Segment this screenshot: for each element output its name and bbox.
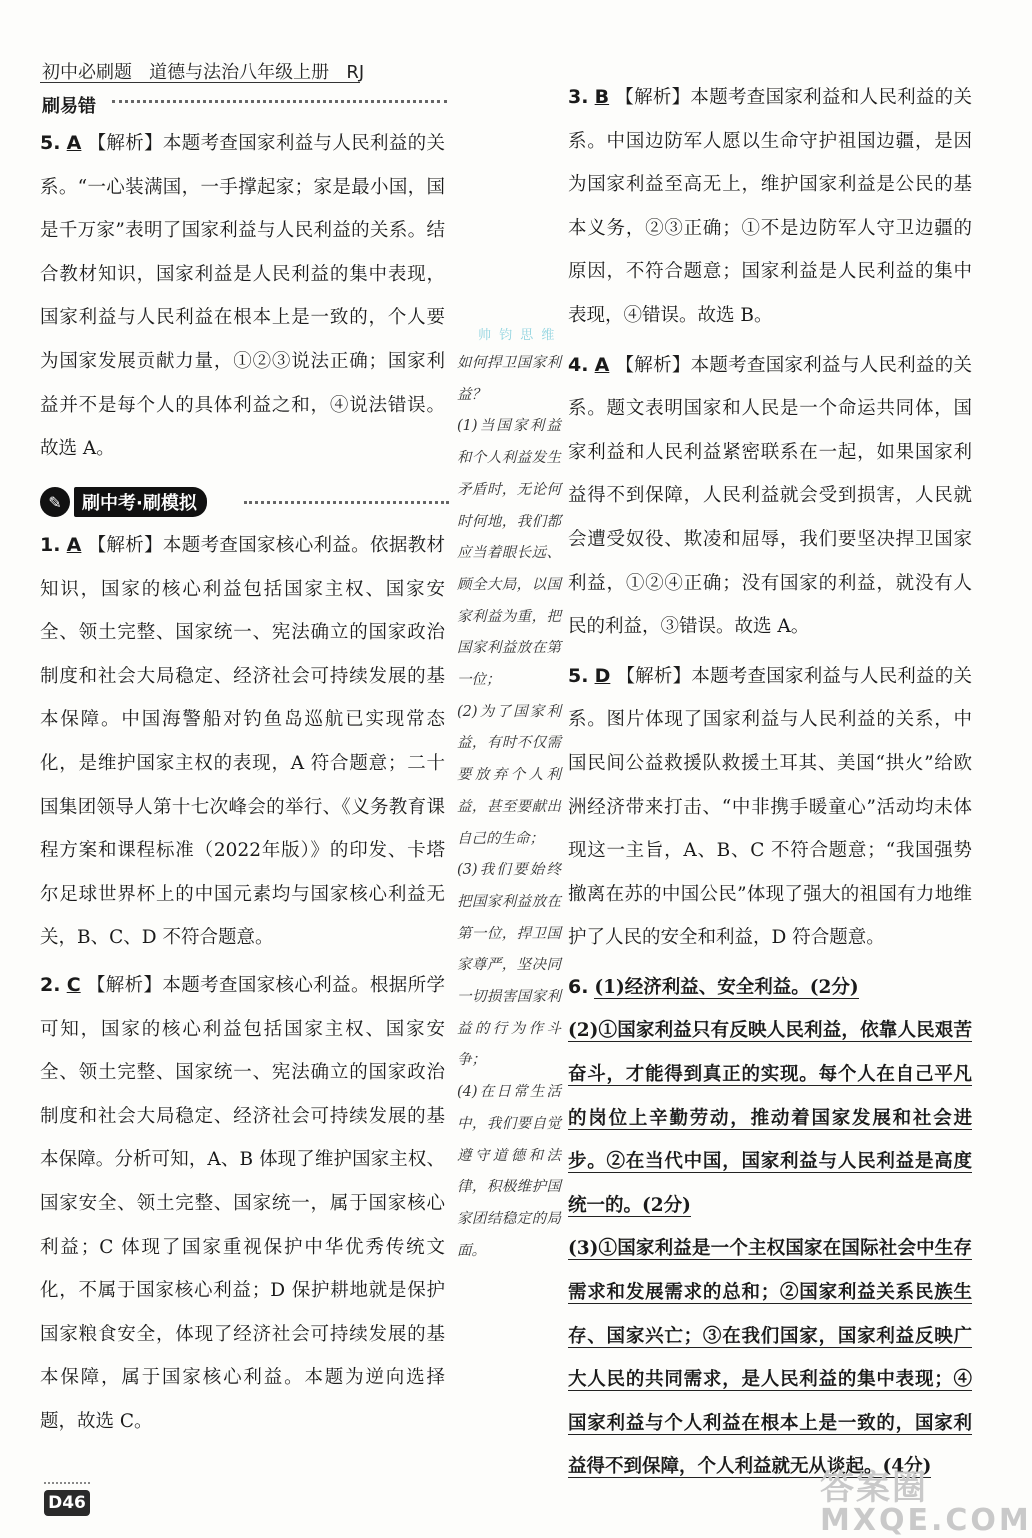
question-1 <box>40 524 445 960</box>
section-dots <box>112 100 447 103</box>
question-number: 1. <box>40 534 61 556</box>
side-note-title: 如何捍卫国家利益？ <box>457 355 561 403</box>
item-answer: A <box>66 132 82 154</box>
section-easy-errors-title: 刷易错 <box>42 96 96 117</box>
question-6-answer-2: (2)①国家利益只有反映人民利益，依靠人民艰苦奋斗，才能得到真正的实现。每个人在自己平凡的岗位上辛勤劳动，推动着国家发展和社会进步。②在当代中国，国家利益与人民利益是高度统一的。(2分) <box>568 1020 972 1216</box>
question-6-answer-1: (1)经济利益、安全利益。(2分) <box>594 976 859 998</box>
page-number-rule <box>44 1482 90 1484</box>
page-number: D46 <box>44 1490 90 1516</box>
question-answer: D <box>594 664 611 687</box>
header-book: 初中必刷题 <box>42 62 132 83</box>
question-5 <box>568 655 972 960</box>
question-number: 6. <box>568 975 589 998</box>
side-note-point-4: (4)在日常生活中，我们要自觉遵守道德和法律，积极维护国家团结稳定的局面。 <box>457 1084 561 1259</box>
question-answer: A <box>594 353 610 376</box>
watermark-url: MXQE.COM <box>820 1503 1032 1538</box>
side-note-point-2: (2)为了国家利益，有时不仅需要放弃个人利益，甚至要献出自己的生命； <box>457 703 561 847</box>
item-number: 5. <box>40 132 61 154</box>
side-note <box>457 348 561 1267</box>
pencil-icon: ✎ <box>40 487 70 517</box>
header-subject: 道德与法治八年级上册 <box>149 62 330 83</box>
left-column-top <box>40 122 445 471</box>
side-note-point-3: (3)我们要始终把国家利益放在第一位，捍卫国家尊严，坚决同一切损害国家利益的行为作斗争； <box>457 862 561 1069</box>
banner-dots <box>244 501 449 504</box>
header-edition: RJ <box>346 62 365 83</box>
item-text: 【解析】本题考查国家利益与人民利益的关系。“一心装满国，一手撑起家；家是最小国，国是千万家”表明了国家利益与人民利益的关系。结合教材知识，国家利益是人民利益的集中表现，国家利益与人民利益在根本上是一致的，个人要为国家发展贡献力量，①②③说法正确；国家利益并不是每个人的具体利益之和，④说法错误。故选 A。 <box>40 133 445 460</box>
question-text: 【解析】本题考查国家利益与人民利益的关系。题文表明国家和人民是一个命运共同体，国家利益和人民利益紧密联系在一起，如果国家利益得不到保障，人民利益就会受到损害，人民就会遭受奴役、欺凌和屈辱，我们要坚决捍卫国家利益，①②④正确；没有国家的利益，就没有人民的利益，③错误。故选 A。 <box>568 354 972 638</box>
question-2 <box>40 964 445 1444</box>
question-4 <box>568 344 972 649</box>
question-text: 【解析】本题考查国家利益与人民利益的关系。图片体现了国家利益与人民利益的关系，中国民间公益救援队救援土耳其、美国“拱火”给欧洲经济带来打击、“中非携手暖童心”活动均未体现这一主旨，A、B、C 不符合题意；“我国强势撤离在苏的中国公民”体现了强大的祖国有力地维护了人民的安全和利益，D 符合题意。 <box>568 665 972 949</box>
question-number: 5. <box>568 664 589 687</box>
banner-label: 刷中考·刷模拟 <box>74 487 207 517</box>
question-text: 【解析】本题考查国家核心利益。依据教材知识，国家的核心利益包括国家主权、国家安全、领土完整、国家统一、宪法确立的国家政治制度和社会大局稳定、经济社会可持续发展的基本保障。中国海警船对钓鱼岛巡航已实现常态化，是维护国家主权的表现，A 符合题意；二十国集团领导人第十七次峰会的举行、《义务教育课程方案和课程标准（2022年版）》的印发、卡塔尔足球世界杯上的中国元素均与国家核心利益无关，B、C、D 不符合题意。 <box>40 535 445 949</box>
question-answer: B <box>594 86 610 108</box>
question-text: 【解析】本题考查国家利益和人民利益的关系。中国边防军人愿以生命守护祖国边疆，是因为国家利益至高无上，维护国家利益是公民的基本义务，②③正确；①不是边防军人守卫边疆的原因，不符合题意；国家利益是人民利益的集中表现，④错误。故选 B。 <box>568 87 972 326</box>
question-6-part-3 <box>568 1227 972 1489</box>
question-answer: A <box>66 534 82 556</box>
question-3 <box>568 76 972 338</box>
question-6-answer-3: (3)①国家利益是一个主权国家在国际社会中生存需求和发展需求的总和；②国家利益关系民族生存、国家兴亡；③在我们国家，国家利益反映广大人民的共同需求，是人民利益的集中表现；④国家利益与个人利益在根本上是一致的，国家利益得不到保障，个人利益就无从谈起。(4分) <box>568 1238 972 1478</box>
right-column <box>568 76 972 1489</box>
site-watermark <box>820 1460 1032 1538</box>
question-text: 【解析】本题考查国家核心利益。根据所学可知，国家的核心利益包括国家主权、国家安全、领土完整、国家统一、宪法确立的国家政治制度和社会大局稳定、经济社会可持续发展的基本保障。分析可知，A、B 体现了维护国家主权、国家安全、领土完整、国家统一，属于国家核心利益；C 体现了国家重视保护中华优秀传统文化，不属于国家核心利益；D 保护耕地就是保护国家粮食安全，体现了经济社会可持续发展的基本保障，属于国家核心利益。本题为逆向选择题，故选 C。 <box>40 974 445 1432</box>
left-column-bottom <box>40 524 445 1443</box>
question-number: 4. <box>568 353 589 376</box>
section-banner <box>40 485 207 519</box>
side-watermark: 帅 钧 思 维 <box>478 328 557 343</box>
question-6-part-1 <box>568 966 972 1010</box>
easy-item-5 <box>40 122 445 471</box>
running-header <box>42 58 364 84</box>
question-number: 3. <box>568 86 589 108</box>
header-rule <box>40 82 360 83</box>
side-note-point-1: (1)当国家利益和个人利益发生矛盾时，无论何时何地，我们都应当着眼长远、顾全大局，以国家利益为重，把国家利益放在第一位； <box>457 418 561 689</box>
question-6-part-2 <box>568 1009 972 1227</box>
watermark-logo-text: 答案圈 <box>820 1468 928 1508</box>
question-answer: C <box>66 973 81 996</box>
question-number: 2. <box>40 973 61 996</box>
